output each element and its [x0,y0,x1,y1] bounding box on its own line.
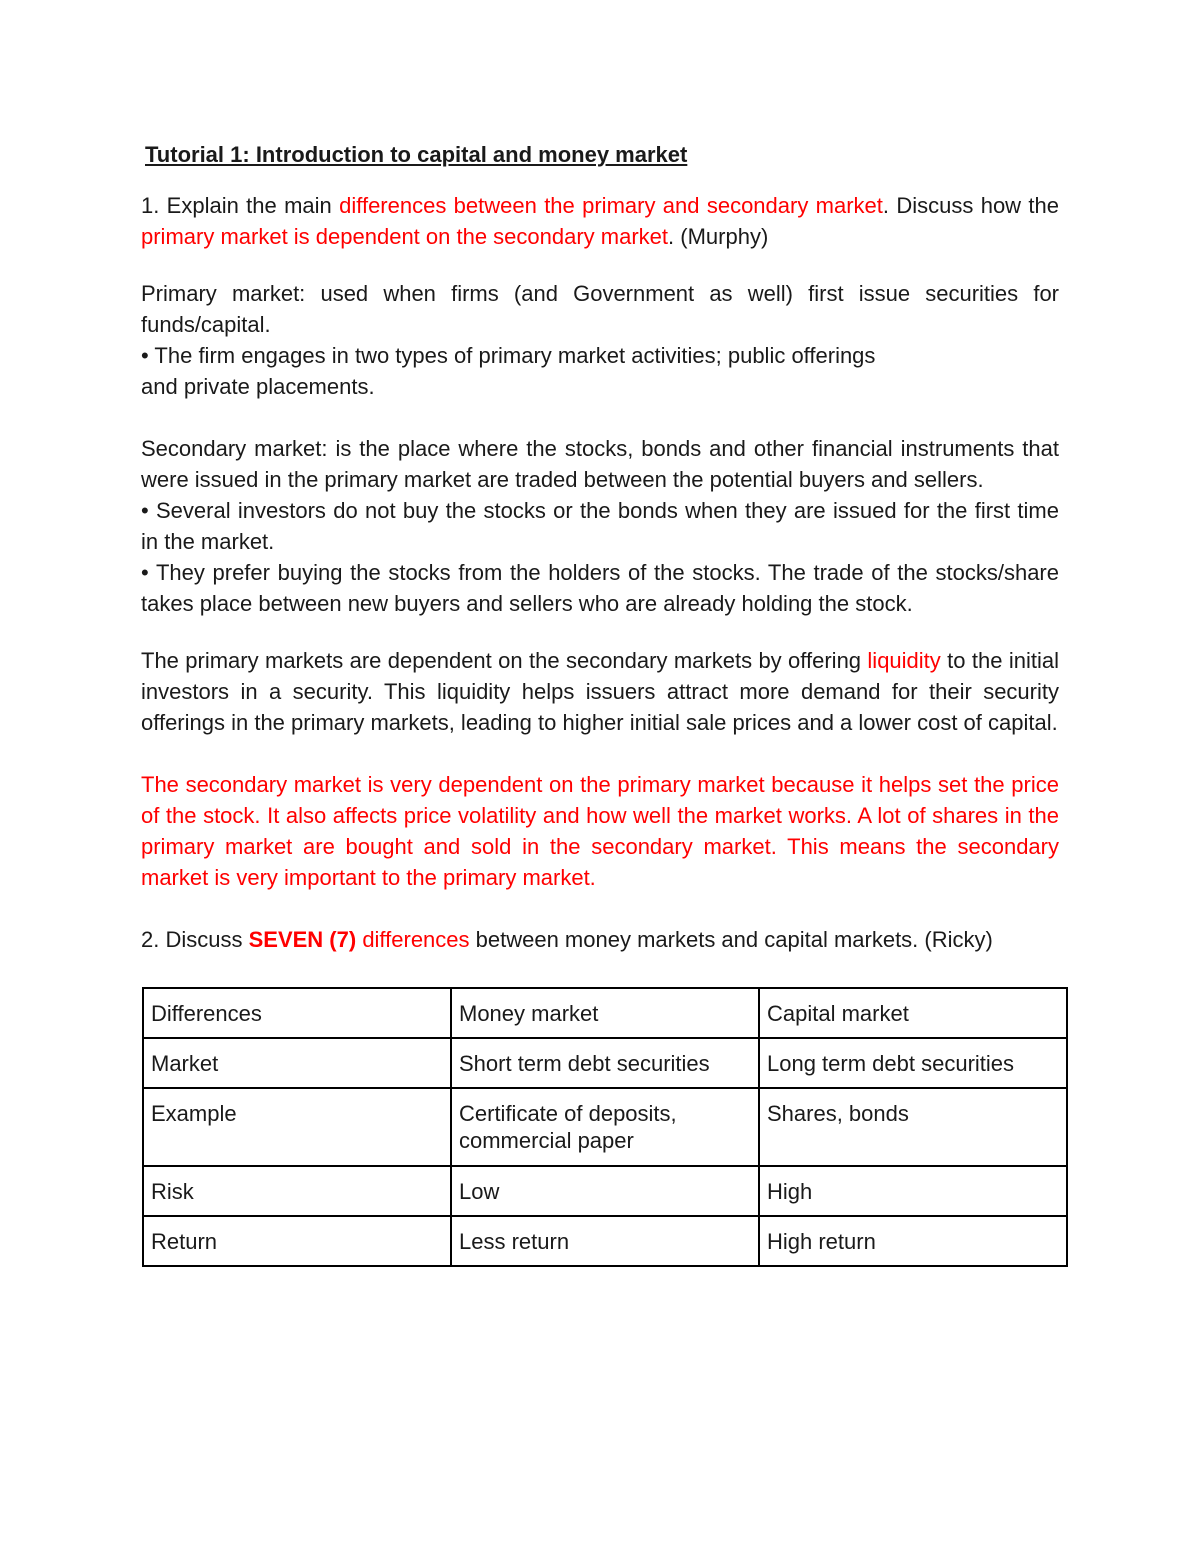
table-header-row [143,988,1067,1038]
secondary-market-bullet-1: • Several investors do not buy the stocks or the bonds when they are issued for the first time in the market. [141,498,1059,554]
spacer [141,893,1059,924]
document-page [141,138,1059,1267]
page-title: Tutorial 1: Introduction to capital and money market [145,142,688,167]
table-header-cell: Capital market [759,988,1067,1038]
question-1-highlight-dependence: primary market is dependent on the secondary market [141,224,669,249]
question-1-prefix: 1. Explain the main [141,193,340,218]
table-cell: Return [143,1216,451,1266]
table-cell: Short term debt securities [451,1038,759,1088]
table-header-cell: Money market [451,988,759,1038]
differences-table [142,987,1068,1267]
table-cell: High [759,1166,1067,1216]
question-1-highlight-differences: differences between the primary and secondary market [339,193,883,218]
dependence-suffix: to the initial investors in a security. This liquidity helps issuers attract more demand for their security offerings in the primary markets, leading to higher initial sale prices and a lower cost of capital. [141,648,1059,735]
spacer [141,738,1059,769]
table-cell: Market [143,1038,451,1088]
table-cell: Low [451,1166,759,1216]
secondary-market-bullet-2: • They prefer buying the stocks from the holders of the stocks. The trade of the stocks/share takes place between new buyers and sellers who are already holding the stock. [141,560,1059,616]
primary-market-bullet-line-1: • The firm engages in two types of primary market activities; public offerings [141,343,876,368]
spacer [141,402,1059,433]
primary-market-definition: Primary market: used when firms (and Government as well) first issue securities for funds/capital. [141,281,1059,337]
spacer [141,619,1059,645]
table-row [143,1088,1067,1166]
question-2-differences: differences [362,927,470,952]
question-2-count: SEVEN (7) [248,927,357,952]
secondary-market-definition: Secondary market: is the place where the stocks, bonds and other financial instruments that were issued in the primary market are traded between the potential buyers and sellers. [141,436,1059,492]
liquidity-highlight: liquidity [867,648,941,673]
question-1-suffix: . (Murphy) [668,224,769,249]
table-cell: Example [143,1088,451,1166]
table-row [143,1216,1067,1266]
dependence-paragraph [141,645,1059,738]
spacer [141,252,1059,278]
table-row [143,1038,1067,1088]
question-1-middle: . Discuss how the [882,193,1059,218]
table-row [143,1166,1067,1216]
dependence-prefix: The primary markets are dependent on the secondary markets by offering [141,648,868,673]
table-cell: Long term debt securities [759,1038,1067,1088]
primary-market-bullet-line-2: and private placements. [141,374,375,399]
table-cell: Less return [451,1216,759,1266]
table-header-cell: Differences [143,988,451,1038]
table-cell: Shares, bonds [759,1088,1067,1166]
question-2-suffix: between money markets and capital markets. (Ricky) [469,927,993,952]
question-2 [141,924,1059,955]
red-answer-paragraph: The secondary market is very dependent on the primary market because it helps set the price of the stock. It also affects price volatility and how well the market works. A lot of shares in the primary market are bought and sold in the secondary market. This means the secondary market is very important to the primary market. [141,772,1059,890]
table-cell: Certificate of deposits, commercial paper [451,1088,759,1166]
question-2-prefix: 2. Discuss [141,927,249,952]
table-cell: High return [759,1216,1067,1266]
question-1 [141,190,1059,252]
table-cell: Risk [143,1166,451,1216]
